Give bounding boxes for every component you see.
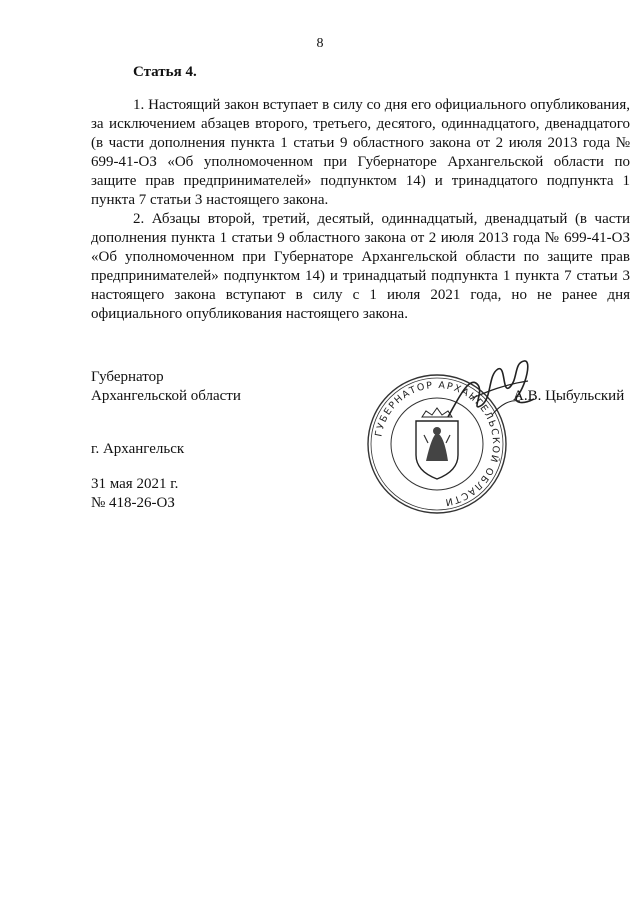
signer-title-line-2: Архангельской области [91,388,241,404]
place-of-signing: г. Архангельск [91,441,185,457]
paragraph-2: 2. Абзацы второй, третий, десятый, одиннадцатый, двенадцатый (в части дополнения пункта 1 статьи 9 областного закона от 2 июля 2013 года № 699-41-ОЗ «Об уполномоченном при Губернаторе Архангельской области по защите прав предпринимателей» подпунктом 14) и тринадцатый подпункта 1 пункта 7 статьи 3 настоящего закона вступают в силу с 1 июля 2021 года, но не ранее дня официального опубликования настоящего закона. [91,211,630,322]
seal-ring-text: ГУБЕРНАТОР АРХАНГЕЛЬСКОЙ ОБЛАСТИ [373,379,502,508]
date-block [91,475,178,513]
signer-title [91,368,241,406]
signer-name: А.В. Цыбульский [513,388,625,404]
signer-title-line-1: Губернатор [91,369,164,385]
signing-date: 31 мая 2021 г. [91,476,179,492]
paragraph-1: 1. Настоящий закон вступает в силу со дня его официального опубликования, за исключением абзацев второго, третьего, десятого, одиннадцатого, двенадцатого (в части дополнения пункта 1 статьи 9 областного закона от 2 июля 2013 года № 699-41-ОЗ «Об уполномоченном при Губернаторе Архангельской области по защите прав предпринимателей» подпунктом 14) и тринадцатого подпункта 1 пункта 7 статьи 3 настоящего закона. [91,97,630,208]
article-body [91,96,630,324]
law-number: № 418-26-ОЗ [91,495,175,511]
page-number: 8 [316,36,324,51]
article-heading: Статья 4. [133,64,197,80]
